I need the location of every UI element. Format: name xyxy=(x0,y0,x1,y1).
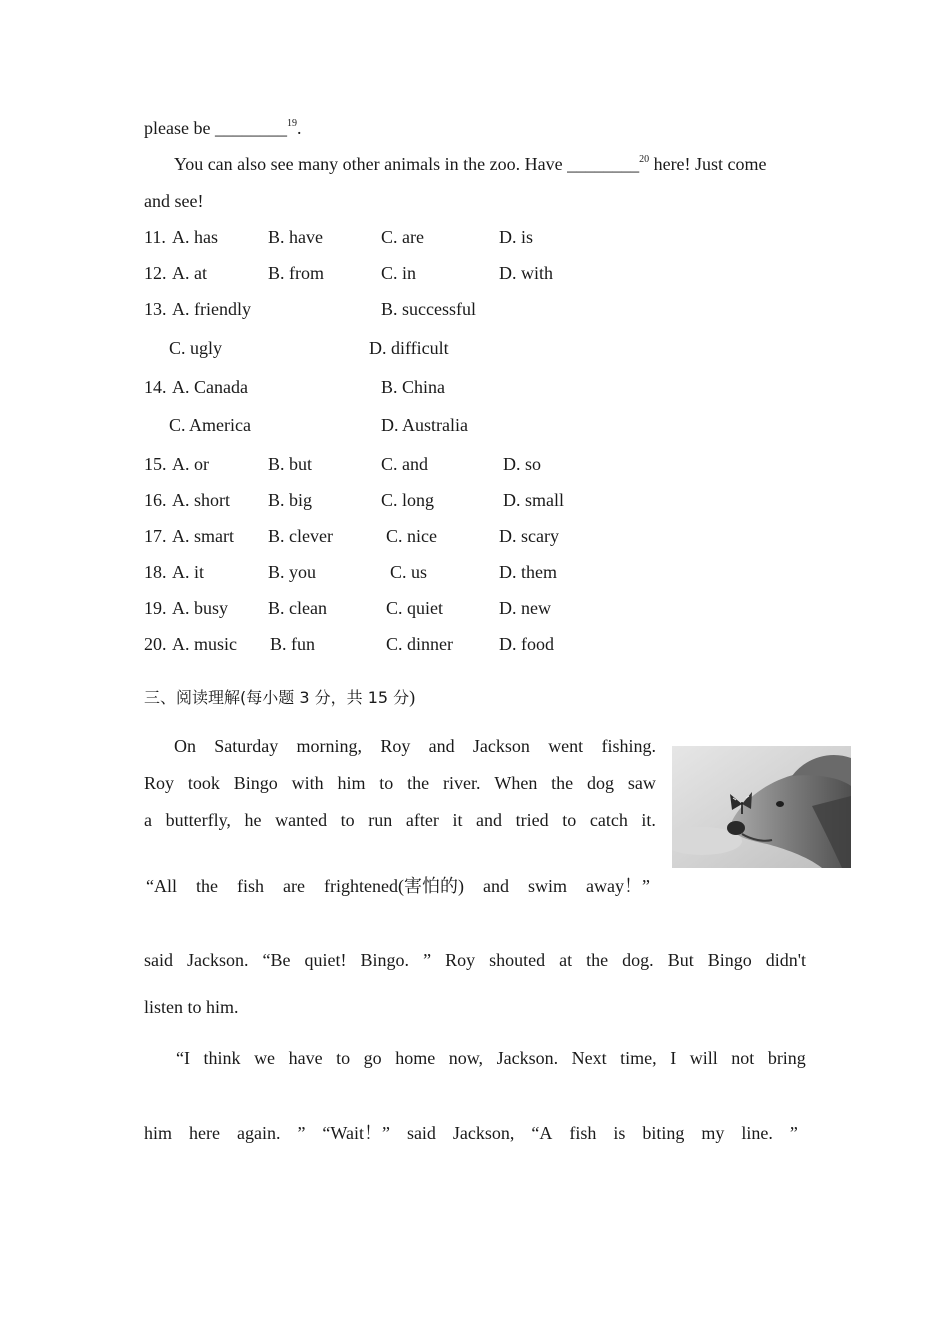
heading-text: ) xyxy=(409,687,416,707)
word: tried xyxy=(515,810,549,830)
option-b[interactable]: B. have xyxy=(268,227,323,247)
word: home xyxy=(395,1048,436,1068)
word: is xyxy=(613,1123,626,1143)
word: said xyxy=(406,1123,436,1143)
question-number: 12. xyxy=(144,263,167,283)
option-a[interactable]: A. smart xyxy=(172,526,234,546)
word: have xyxy=(288,1048,323,1068)
cloze-line-20 xyxy=(174,153,767,179)
reading-line-8 xyxy=(144,1122,798,1144)
word: said xyxy=(144,950,173,970)
option-b[interactable]: B. clean xyxy=(268,598,327,618)
word: bring xyxy=(767,1048,806,1068)
blank-number-19: 19 xyxy=(286,118,297,129)
word: the xyxy=(196,876,218,896)
word: to xyxy=(336,1048,351,1068)
word: frightened(害怕的) xyxy=(323,876,464,896)
option-d[interactable]: D. new xyxy=(499,598,551,618)
word: On xyxy=(174,736,196,756)
option-a[interactable]: A. has xyxy=(172,227,218,247)
word: now, xyxy=(448,1048,484,1068)
option-a[interactable]: A. it xyxy=(172,562,205,582)
option-d[interactable]: D. so xyxy=(503,454,542,474)
question-number: 18. xyxy=(144,562,167,582)
word: didn't xyxy=(765,950,806,970)
word: “All xyxy=(146,876,177,896)
heading-text: 三、阅读理解( xyxy=(144,688,247,707)
word: my xyxy=(701,1123,725,1143)
word: Bingo xyxy=(233,773,278,793)
question-number: 17. xyxy=(144,526,167,546)
question-number: 13. xyxy=(144,299,167,319)
word: to xyxy=(340,810,355,830)
word: took xyxy=(187,773,220,793)
word: But xyxy=(667,950,694,970)
option-c[interactable]: C. nice xyxy=(386,526,437,546)
word: dog. xyxy=(622,950,654,970)
question-number: 11. xyxy=(144,227,166,247)
reading-line-7 xyxy=(176,1047,806,1069)
reading-line-5 xyxy=(144,949,806,971)
cloze-line-19 xyxy=(144,117,301,143)
reading-line-6: listen to him. xyxy=(144,997,239,1017)
word: fishing. xyxy=(601,736,656,756)
word: “Be xyxy=(262,950,291,970)
option-d[interactable]: D. small xyxy=(503,490,564,510)
option-d[interactable]: D. with xyxy=(499,263,553,283)
word: dog xyxy=(587,773,615,793)
option-d[interactable]: D. food xyxy=(499,634,554,654)
option-b[interactable]: B. China xyxy=(381,377,446,397)
option-b[interactable]: B. big xyxy=(268,490,313,510)
question-number: 20. xyxy=(144,634,167,654)
word: wanted xyxy=(275,810,328,830)
word: Jackson xyxy=(472,736,530,756)
word: Bingo xyxy=(707,950,752,970)
word: away！” xyxy=(585,876,650,896)
word: with xyxy=(291,773,324,793)
option-b[interactable]: B. but xyxy=(268,454,313,474)
word: “A xyxy=(531,1123,553,1143)
option-a[interactable]: A. busy xyxy=(172,598,229,618)
word: shouted xyxy=(489,950,546,970)
option-d[interactable]: D. Australia xyxy=(381,415,468,435)
option-b[interactable]: B. clever xyxy=(268,526,333,546)
word: ” xyxy=(297,1123,306,1143)
reading-line-3 xyxy=(144,809,656,831)
word: Jackson. xyxy=(496,1048,559,1068)
word: again. xyxy=(236,1123,281,1143)
reading-line-2 xyxy=(144,772,656,794)
word: run xyxy=(368,810,393,830)
option-b[interactable]: B. successful xyxy=(381,299,476,319)
word: and xyxy=(482,876,509,896)
word: him xyxy=(144,1123,173,1143)
word: we xyxy=(254,1048,276,1068)
word: swim xyxy=(527,876,567,896)
cloze-text: . xyxy=(296,118,302,138)
word: fish xyxy=(237,876,264,896)
word: river. xyxy=(443,773,481,793)
word: Saturday xyxy=(214,736,279,756)
cloze-text: please be ________ xyxy=(144,118,287,138)
word: it. xyxy=(641,810,656,830)
option-b[interactable]: B. you xyxy=(268,562,317,582)
blank-number-20: 20 xyxy=(639,154,650,165)
dog-with-butterfly-photo xyxy=(672,746,851,868)
word: to xyxy=(379,773,394,793)
word: are xyxy=(283,876,305,896)
word: quiet! xyxy=(304,950,347,970)
reading-line-4 xyxy=(146,875,650,897)
reading-line-1 xyxy=(174,735,656,757)
cloze-line-end: and see! xyxy=(144,191,204,211)
option-c[interactable]: C. and xyxy=(381,454,428,474)
word: after xyxy=(405,810,439,830)
word: at xyxy=(559,950,573,970)
word: butterfly, xyxy=(165,810,231,830)
option-a[interactable]: A. friendly xyxy=(172,299,251,319)
word: the xyxy=(586,950,609,970)
option-c[interactable]: C. ugly xyxy=(169,338,223,358)
word: Roy xyxy=(445,950,476,970)
word: the xyxy=(407,773,430,793)
word: he xyxy=(244,810,262,830)
word: ” xyxy=(789,1123,798,1143)
option-a[interactable]: A. short xyxy=(172,490,230,510)
word: I xyxy=(670,1048,677,1068)
word: to xyxy=(562,810,577,830)
word: and xyxy=(476,810,503,830)
word: Roy xyxy=(380,736,411,756)
word: and xyxy=(428,736,455,756)
word: will xyxy=(689,1048,718,1068)
option-c[interactable]: C. in xyxy=(381,263,417,283)
option-d[interactable]: D. is xyxy=(499,227,534,247)
option-c[interactable]: C. America xyxy=(169,415,251,435)
word: time, xyxy=(620,1048,657,1068)
cloze-text: You can also see many other animals in the zoo. Have ________ xyxy=(174,154,640,174)
word: “I xyxy=(176,1048,190,1068)
word: When xyxy=(494,773,538,793)
question-number: 19. xyxy=(144,598,167,618)
word: fish xyxy=(569,1123,597,1143)
word: a xyxy=(144,810,152,830)
word: the xyxy=(551,773,574,793)
option-c[interactable]: C. dinner xyxy=(386,634,453,654)
section-heading xyxy=(144,686,415,709)
question-number: 14. xyxy=(144,377,167,397)
heading-text: 每小题 3 分，共 15 分 xyxy=(246,688,410,707)
word: go xyxy=(363,1048,382,1068)
option-d[interactable]: D. scary xyxy=(499,526,559,546)
question-number: 15. xyxy=(144,454,167,474)
option-a[interactable]: A. music xyxy=(172,634,237,654)
option-b[interactable]: B. fun xyxy=(270,634,315,654)
cloze-text: here! Just come xyxy=(649,154,767,174)
word: not xyxy=(731,1048,755,1068)
word: catch xyxy=(589,810,628,830)
word: Next xyxy=(571,1048,607,1068)
word: Bingo. xyxy=(360,950,410,970)
word: saw xyxy=(627,773,656,793)
option-a[interactable]: A. Canada xyxy=(172,377,248,397)
option-c[interactable]: C. quiet xyxy=(386,598,443,618)
option-a[interactable]: A. or xyxy=(172,454,209,474)
word: it xyxy=(452,810,463,830)
option-d[interactable]: D. them xyxy=(499,562,557,582)
word: Jackson, xyxy=(452,1123,515,1143)
option-d[interactable]: D. difficult xyxy=(369,338,449,358)
word: went xyxy=(548,736,584,756)
option-c[interactable]: C. us xyxy=(390,562,428,582)
question-number: 16. xyxy=(144,490,167,510)
word: think xyxy=(203,1048,241,1068)
word: morning, xyxy=(296,736,363,756)
word: Roy xyxy=(144,773,175,793)
word: line. xyxy=(741,1123,773,1143)
word: ” xyxy=(423,950,432,970)
word: here xyxy=(189,1123,220,1143)
word: biting xyxy=(642,1123,685,1143)
word: “Wait！” xyxy=(322,1123,390,1143)
word: him xyxy=(337,773,366,793)
option-c[interactable]: C. long xyxy=(381,490,435,510)
option-a[interactable]: A. at xyxy=(172,263,207,283)
option-b[interactable]: B. from xyxy=(268,263,324,283)
option-c[interactable]: C. are xyxy=(381,227,424,247)
word: Jackson. xyxy=(187,950,249,970)
